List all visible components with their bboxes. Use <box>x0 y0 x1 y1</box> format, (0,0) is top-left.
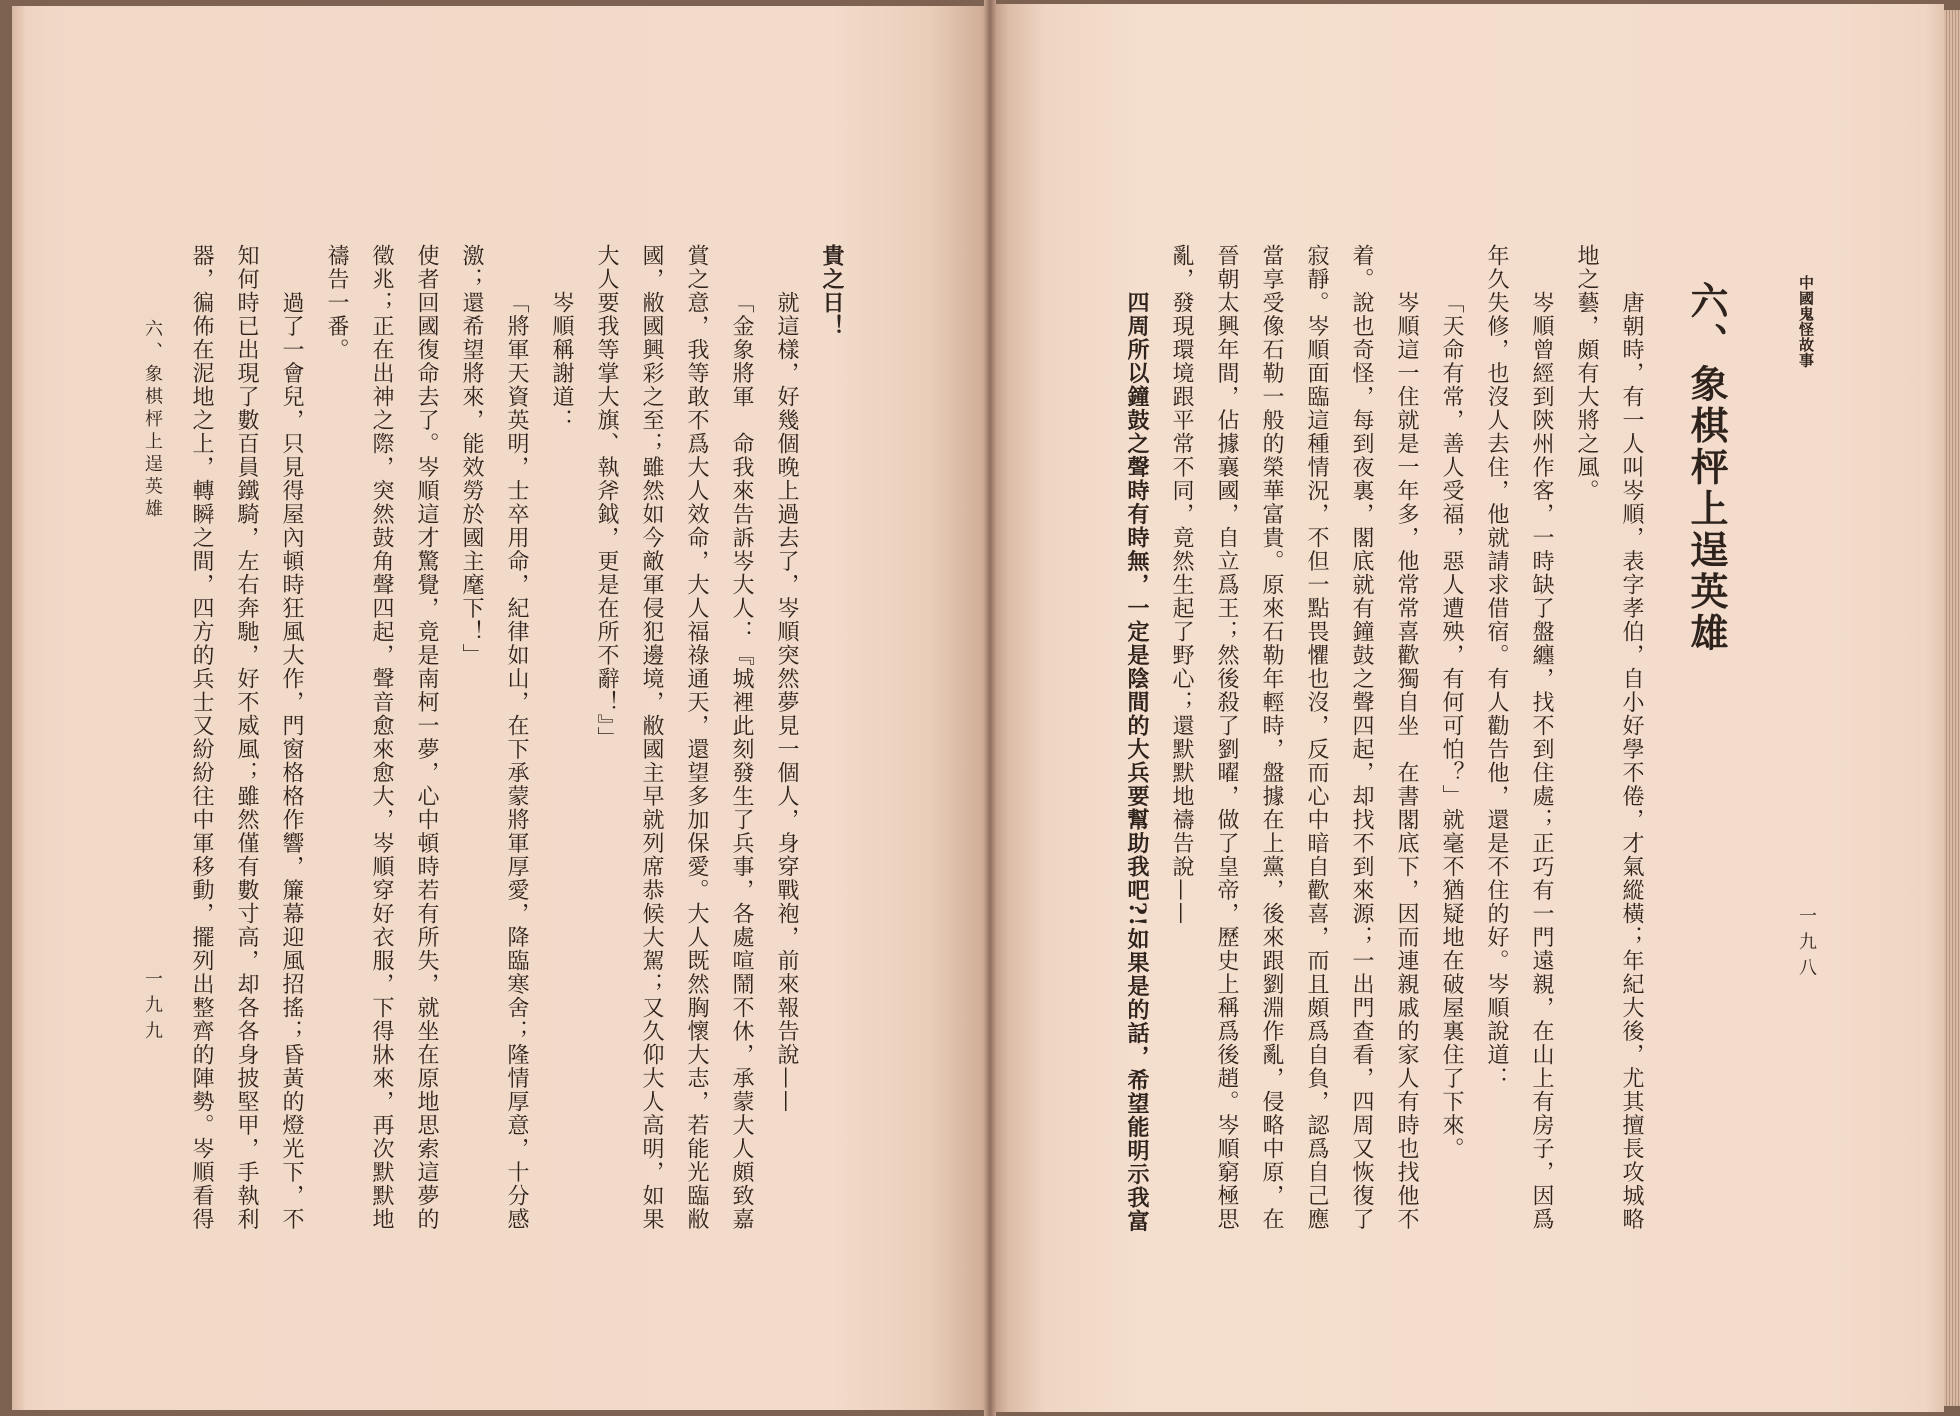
text-column: 年久失修，也沒人去住，他就請求借宿。有人勸告他，還是不住的好。岑順說道： <box>1484 244 1509 1090</box>
text-column: 岑順這一住就是一年多，他常常喜歡獨自坐 在書閣底下，因而連親戚的家人有時也找他不 <box>1394 291 1419 1231</box>
text-column: 岑順稱謝道： <box>549 291 574 432</box>
prayer-text-column: 四周所以鐘鼓之聲時有時無，一定是陰間的大兵要幫助我吧?!如果是的話，希望能明示我富 <box>1124 291 1150 1234</box>
text-column: 激；還希望將來，能效勞於國主麾下！」 <box>459 244 484 667</box>
text-column: 國，敝國興彩之至；雖然如今敵軍侵犯邊境，敝國主早就列席恭候大駕；又久仰大人高明，如果 <box>639 244 664 1231</box>
text-column: 就這樣，好幾個晚上過去了，岑順突然夢見一個人，身穿戰袍，前來報告說—— <box>774 291 799 1114</box>
book-gutter <box>984 0 996 1416</box>
text-column: 「金象將軍 命我來告訴岑大人：『城裡此刻發生了兵事，各處喧鬧不休，承蒙大人頗致嘉 <box>729 291 754 1231</box>
left-page-text <box>179 244 854 1244</box>
text-column: 「天命有常，善人受福，惡人遭殃，有何可怕？」就毫不猶疑地在破屋裏住了下來。 <box>1439 291 1464 1161</box>
text-column: 唐朝時，有一人叫岑順，表字孝伯，自小好學不倦，才氣縱橫；年紀大後，尤其擅長攻城略 <box>1619 291 1644 1231</box>
text-column: 寂靜。岑順面臨這種情況，不但一點畏懼也沒，反而心中暗自歡喜，而且頗爲自負，認爲自己應 <box>1304 244 1329 1231</box>
right-page-text <box>1114 244 1654 1244</box>
text-column: 當享受像石勒一般的榮華富貴。原來石勒年輕時，盤據在上黨，後來跟劉淵作亂，侵略中原，在 <box>1259 244 1284 1231</box>
page-stack-edge <box>1944 10 1960 1406</box>
text-column: 晉朝太興年間，佔據襄國，自立爲王；然後殺了劉曜，做了皇帝，歷史上稱爲後趙。岑順窮極思 <box>1214 244 1239 1231</box>
page-number-right: 一九八 <box>1796 906 1817 984</box>
prayer-text-column: 貴之日！ <box>819 244 845 338</box>
text-column: 賞之意，我等敢不爲大人效命，大人福祿通天，還望多加保愛。大人既然胸懷大志，若能光臨敝 <box>684 244 709 1231</box>
text-column: 使者回國復命去了。岑順這才驚覺，竟是南柯一夢，心中頓時若有所失，就坐在原地思索這夢的 <box>414 244 439 1231</box>
text-column: 亂，發現環境跟平常不同，竟然生起了野心；還默默地禱告說—— <box>1169 244 1194 926</box>
text-column: 器，徧佈在泥地之上，轉瞬之間，四方的兵士又紛紛往中軍移動，擺列出整齊的陣勢。岑順看得 <box>189 244 214 1231</box>
page-number-left: 一九九 <box>142 969 163 1047</box>
text-column: 大人要我等掌大旗、執斧鉞，更是在所不辭！』」 <box>594 244 619 750</box>
text-column: 徵兆；正在出神之際，突然鼓角聲四起，聲音愈來愈大，岑順穿好衣服，下得牀來，再次默默地 <box>369 244 394 1231</box>
running-header: 中國鬼怪故事 <box>1797 275 1815 368</box>
running-footer: 六、象棋枰上逞英雄 <box>142 319 163 522</box>
chapter-title: 六、象棋枰上逞英雄 <box>1684 281 1729 655</box>
text-column: 過了一會兒，只見得屋內頓時狂風大作，門窗格格作響，簾幕迎風招搖；昏黃的燈光下，不 <box>279 291 304 1231</box>
text-column: 地之藝，頗有大將之風。 <box>1574 244 1599 503</box>
text-column: 岑順曾經到陝州作客，一時缺了盤纏，找不到住處；正巧有一門遠親，在山上有房子，因爲 <box>1529 291 1554 1231</box>
text-column: 「將軍天資英明，士卒用命，紀律如山，在下承蒙將軍厚愛，降臨寒舍；隆情厚意，十分感 <box>504 291 529 1231</box>
text-column: 着。說也奇怪，每到夜裏，閣底就有鐘鼓之聲四起，却找不到來源；一出門查看，四周又恢復了 <box>1349 244 1374 1231</box>
text-column: 禱告一番。 <box>324 244 349 362</box>
text-column: 知何時已出現了數百員鐵騎，左右奔馳，好不威風；雖然僅有數寸高，却各各身披堅甲，手執利 <box>234 244 259 1231</box>
